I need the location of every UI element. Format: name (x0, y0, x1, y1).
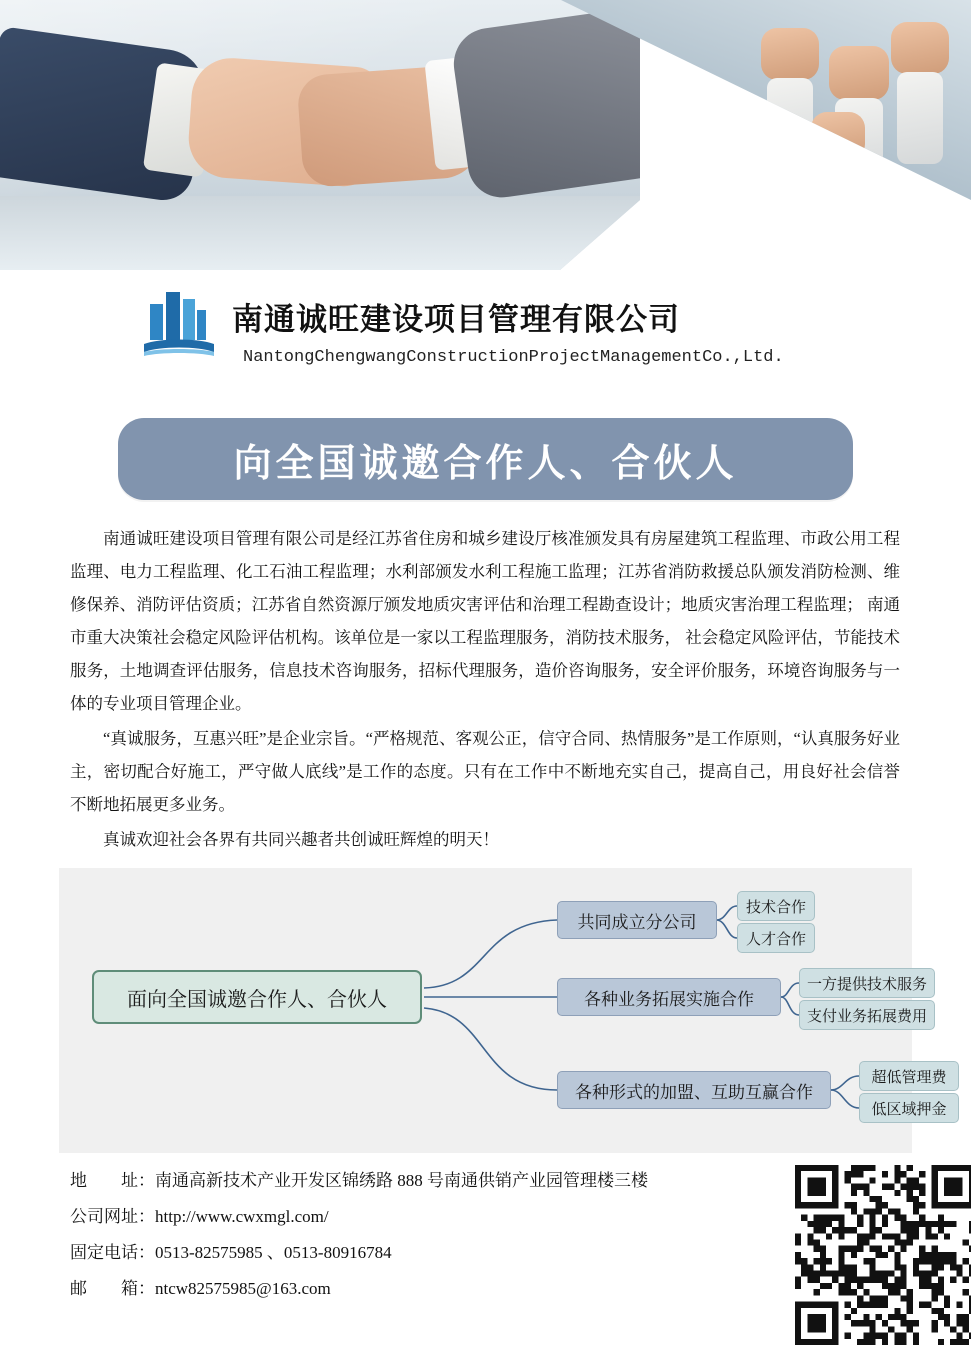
mindmap-root-node: 面向全国诚邀合作人、合伙人 (92, 970, 422, 1024)
contact-value-phone: 0513-82575985 、0513-80916784 (155, 1243, 392, 1262)
mindmap-branch-3: 各种形式的加盟、互助互赢合作 (557, 1071, 831, 1109)
fist-3 (891, 22, 949, 74)
mindmap-branch-1-leaf-2: 人才合作 (737, 923, 815, 953)
mindmap-branch-1: 共同成立分公司 (557, 901, 717, 939)
contact-block (70, 1163, 770, 1307)
headline-text: 向全国诚邀合作人、合伙人 (233, 443, 738, 485)
mindmap-branch-2: 各种业务拓展实施合作 (557, 978, 781, 1016)
contact-row-phone (70, 1235, 770, 1271)
wechat-qr-code (795, 1165, 971, 1345)
paragraph-1: 南通诚旺建设项目管理有限公司是经江苏省住房和城乡建设厅核准颁发具有房屋建筑工程监理、市政公用工程监理、电力工程监理、化工石油工程监理；水利部颁发水利工程施工监理；江苏省消防救援总队颁发消防检测、维修保养、消防评估资质；江苏省自然资源厅颁发地质灾害评估和治理工程勘查设计；地质灾害治理工程监理； 南通市重大决策社会稳定风险评估机构。该单位是一家以工程监理服务，消防技术服务， 社会稳定风险评估，节能技术服务，土地调查评估服务，信息技术咨询服务，招标代理服务，造价咨询服务，安全评价服务，环境咨询服务与一体的专业项目管理企业。 (70, 529, 900, 713)
body-copy (70, 522, 900, 856)
cooperation-mindmap (59, 868, 947, 1153)
contact-value-website[interactable]: http://www.cwxmgl.com/ (155, 1207, 329, 1226)
company-name-en: NantongChengwangConstructionProjectManagementCo.,Ltd. (243, 348, 784, 367)
company-building-logo (140, 282, 218, 360)
paragraph-3: 真诚欢迎社会各界有共同兴趣者共创诚旺辉煌的明天！ (103, 830, 499, 849)
mindmap-branch-2-leaf-1: 一方提供技术服务 (799, 968, 935, 998)
contact-label-email: 邮 箱： (70, 1279, 155, 1298)
headline-banner (118, 418, 853, 500)
arm-1 (767, 78, 813, 164)
contact-row-website (70, 1199, 770, 1235)
fist-4 (811, 112, 865, 160)
arm-3 (897, 72, 943, 164)
contact-label-website: 公司网址： (70, 1207, 155, 1226)
contact-value-address: 南通高新技术产业开发区锦绣路 888 号南通供销产业园管理楼三楼 (155, 1171, 648, 1190)
fist-2 (829, 46, 889, 100)
paragraph-2: “真诚服务，互惠兴旺”是企业宗旨。“严格规范、客观公正，信守合同、热情服务”是工作原则，“认真服务好业主，密切配合好施工，严守做人底线”是工作的态度。只有在工作中不断地充实自己，提高自己，用良好社会信誉不断地拓展更多业务。 (70, 729, 900, 814)
contact-value-email[interactable]: ntcw82575985@163.com (155, 1279, 331, 1298)
handshake-photo (0, 0, 640, 270)
contact-row-email (70, 1271, 770, 1307)
mindmap-branch-1-leaf-1: 技术合作 (737, 891, 815, 921)
contact-label-address: 地 址： (70, 1171, 155, 1190)
contact-label-phone: 固定电话： (70, 1243, 155, 1262)
mindmap-branch-3-leaf-1: 超低管理费 (859, 1061, 959, 1091)
brand-block (0, 276, 971, 406)
contact-row-address (70, 1163, 770, 1199)
fist-1 (761, 28, 819, 80)
mindmap-branch-3-leaf-2: 低区域押金 (859, 1093, 959, 1123)
header-photo-band (0, 0, 971, 270)
mindmap-branch-2-leaf-2: 支付业务拓展费用 (799, 1000, 935, 1030)
photo-background-band (0, 196, 640, 270)
company-name-cn: 南通诚旺建设项目管理有限公司 (232, 302, 680, 337)
